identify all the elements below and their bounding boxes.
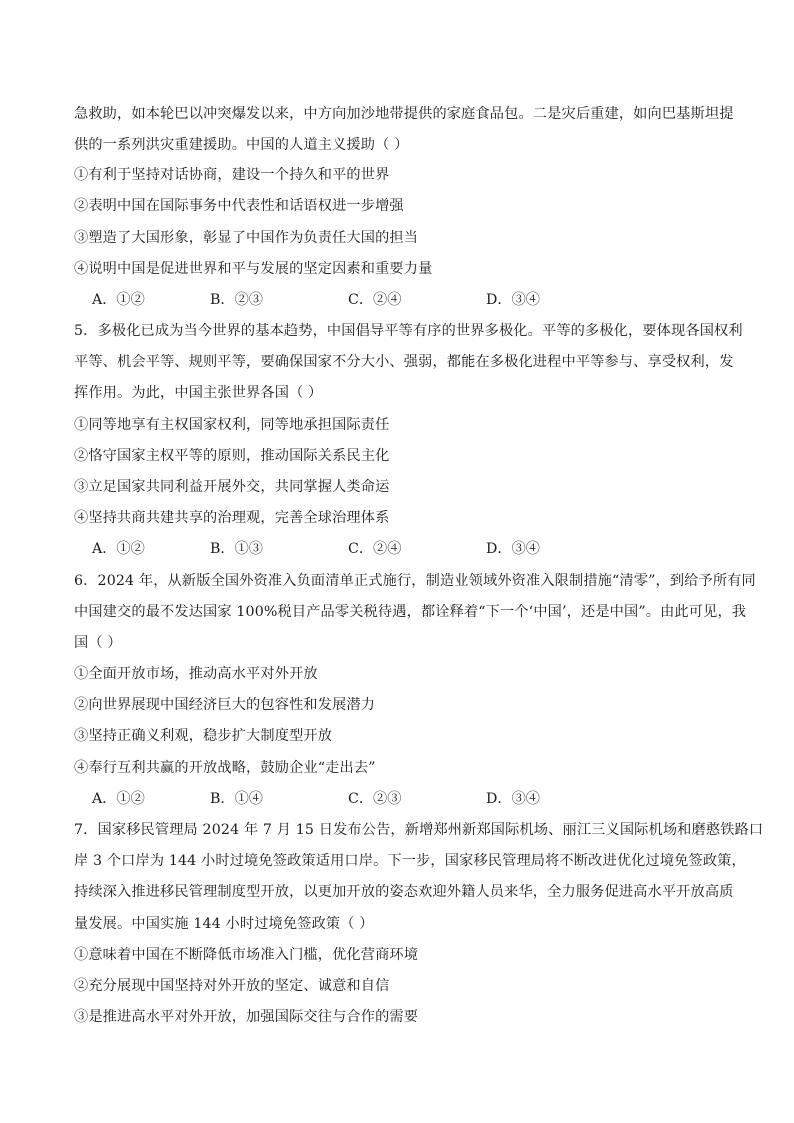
option-c[interactable]: C．②③ (348, 791, 402, 807)
option-b[interactable]: B．①③ (210, 541, 263, 557)
question-6-stem-line: 国（ ） (74, 635, 122, 651)
question-5-stem-line: 5．多极化已成为当今世界的基本趋势，中国倡导平等有序的世界多极化。平等的多极化，要体现各国权利 (74, 323, 743, 339)
statement-1: ①意味着中国在不断降低市场准入门槛，优化营商环境 (74, 947, 419, 963)
statement-3: ③塑造了大国形象，彰显了中国作为负责任大国的担当 (74, 230, 419, 246)
statement-1: ①有利于坚持对话协商，建设一个持久和平的世界 (74, 167, 390, 183)
statement-4: ④奉行互利共赢的开放战略，鼓励企业“走出去” (74, 760, 376, 776)
option-d[interactable]: D．③④ (486, 541, 540, 557)
question-7-stem-line: 量发展。中国实施 144 小时过境免签政策（ ） (74, 916, 374, 932)
answer-options (92, 789, 712, 809)
question-stem-line: 急救助，如本轮巴以冲突爆发以来，中方向加沙地带提供的家庭食品包。二是灾后重建，如向巴基斯坦提 (74, 106, 734, 122)
option-a[interactable]: A．①② (92, 292, 145, 308)
option-a[interactable]: A．①② (92, 541, 145, 557)
statement-2: ②表明中国在国际事务中代表性和话语权进一步增强 (74, 198, 404, 214)
statement-4: ④说明中国是促进世界和平与发展的坚定因素和重要力量 (74, 261, 433, 277)
statement-2: ②充分展现中国坚持对外开放的坚定、诚意和自信 (74, 978, 390, 994)
statement-3: ③是推进高水平对外开放，加强国际交往与合作的需要 (74, 1009, 419, 1025)
answer-options (92, 539, 712, 559)
option-b[interactable]: B．②③ (210, 292, 263, 308)
statement-3: ③坚持正确义利观，稳步扩大制度型开放 (74, 728, 333, 744)
option-c[interactable]: C．②④ (348, 292, 402, 308)
option-d[interactable]: D．③④ (486, 791, 540, 807)
question-7-stem-line: 岸 3 个口岸为 144 小时过境免签政策适用口岸。下一步，国家移民管理局将不断改进优化过境免签政策， (74, 853, 746, 869)
question-6-stem-line: 中国建交的最不发达国家 100%税目产品零关税待遇，都诠释着“下一个‘中国’，还是中国”。由此可见，我 (74, 604, 747, 620)
statement-2: ②恪守国家主权平等的原则，推动国际关系民主化 (74, 448, 390, 464)
option-a[interactable]: A．①② (92, 791, 145, 807)
question-6-stem-line: 6．2024 年，从新版全国外资准入负面清单正式施行，制造业领域外资准入限制措施“清零”，到给予所有同 (74, 573, 756, 589)
question-7-stem-line: 持续深入推进移民管理制度型开放，以更加开放的姿态欢迎外籍人员来华，全力服务促进高水平开放高质 (74, 884, 734, 900)
question-7-stem-line: 7．国家移民管理局 2024 年 7 月 15 日发布公告，新增郑州新郑国际机场、丽江三义国际机场和磨憨铁路口 (74, 822, 764, 838)
option-b[interactable]: B．①④ (210, 791, 263, 807)
option-d[interactable]: D．③④ (486, 292, 540, 308)
statement-1: ①全面开放市场，推动高水平对外开放 (74, 666, 318, 682)
question-stem-line: 供的一系列洪灾重建援助。中国的人道主义援助（ ） (74, 137, 409, 153)
statement-4: ④坚持共商共建共享的治理观，完善全球治理体系 (74, 510, 390, 526)
question-5-stem-line: 挥作用。为此，中国主张世界各国（ ） (74, 385, 323, 401)
statement-1: ①同等地享有主权国家权利，同等地承担国际责任 (74, 417, 390, 433)
option-c[interactable]: C．②④ (348, 541, 402, 557)
answer-options (92, 290, 712, 310)
question-5-stem-line: 平等、机会平等、规则平等，要确保国家不分大小、强弱，都能在多极化进程中平等参与、享受权利，发 (74, 354, 734, 370)
statement-2: ②向世界展现中国经济巨大的包容性和发展潜力 (74, 697, 376, 713)
statement-3: ③立足国家共同利益开展外交，共同掌握人类命运 (74, 479, 390, 495)
